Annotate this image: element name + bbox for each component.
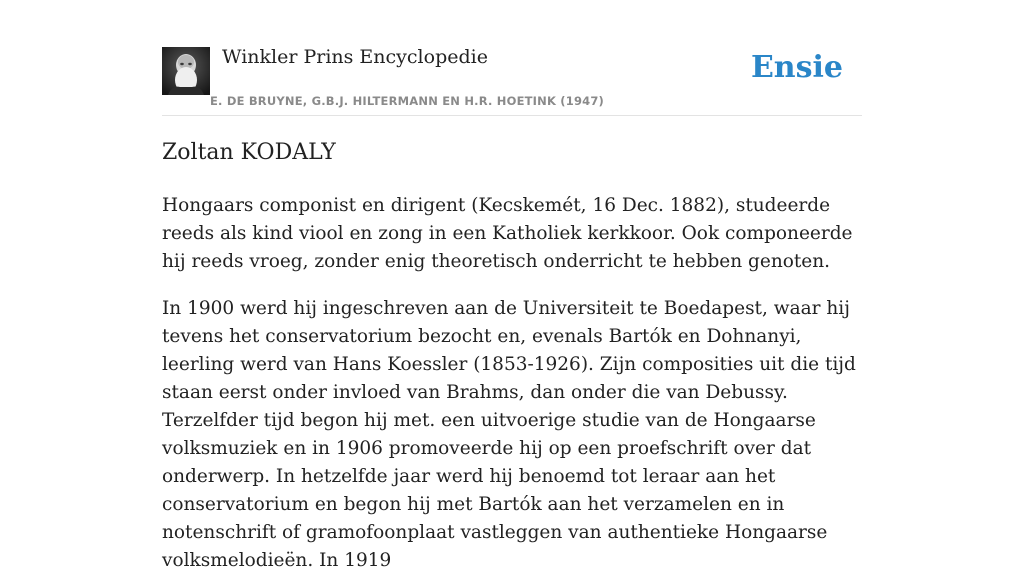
article-paragraph-1: Hongaars componist en dirigent (Kecskemét, 16 Dec. 1882), studeerde reeds als kind viool en zong in een Katholiek kerkkoor. Ook componeerde hij reeds vroeg, zonder enig theoretisch onderricht te hebben genoten. — [162, 195, 853, 272]
article-paragraph-2: In 1900 werd hij ingeschreven aan de Universiteit te Boedapest, waar hij tevens het conservatorium bezocht en, evenals Bartók en Dohnanyi, leerling werd van Hans Koessler (1853-1926). Zijn composities uit die tijd staan eerst onder invloed van Brahms, dan onder die van Debussy. Terzelfder tijd begon hij met. een uitvoerige studie van de Hongaarse volksmuziek en in 1906 promoveerde hij op een proefschrift over dat onderwerp. In hetzelfde jaar werd hij benoemd tot leraar aan het conservatorium en begon hij met Bartók aan het verzamelen en in notenschrift of gramofoonplaat vastleggen van authentieke Hongaarse volksmelodieën. In 1919 — [162, 298, 856, 571]
author-avatar[interactable] — [162, 47, 210, 95]
authors-line: E. DE BRUYNE, G.B.J. HILTERMANN EN H.R. HOETINK (1947) — [210, 94, 605, 108]
brand-logo[interactable]: Ensie — [750, 50, 843, 85]
portrait-image — [162, 47, 210, 95]
site-title[interactable]: Winkler Prins Encyclopedie — [222, 46, 488, 68]
header — [162, 44, 862, 116]
article-title: Zoltan KODALY — [162, 140, 336, 165]
